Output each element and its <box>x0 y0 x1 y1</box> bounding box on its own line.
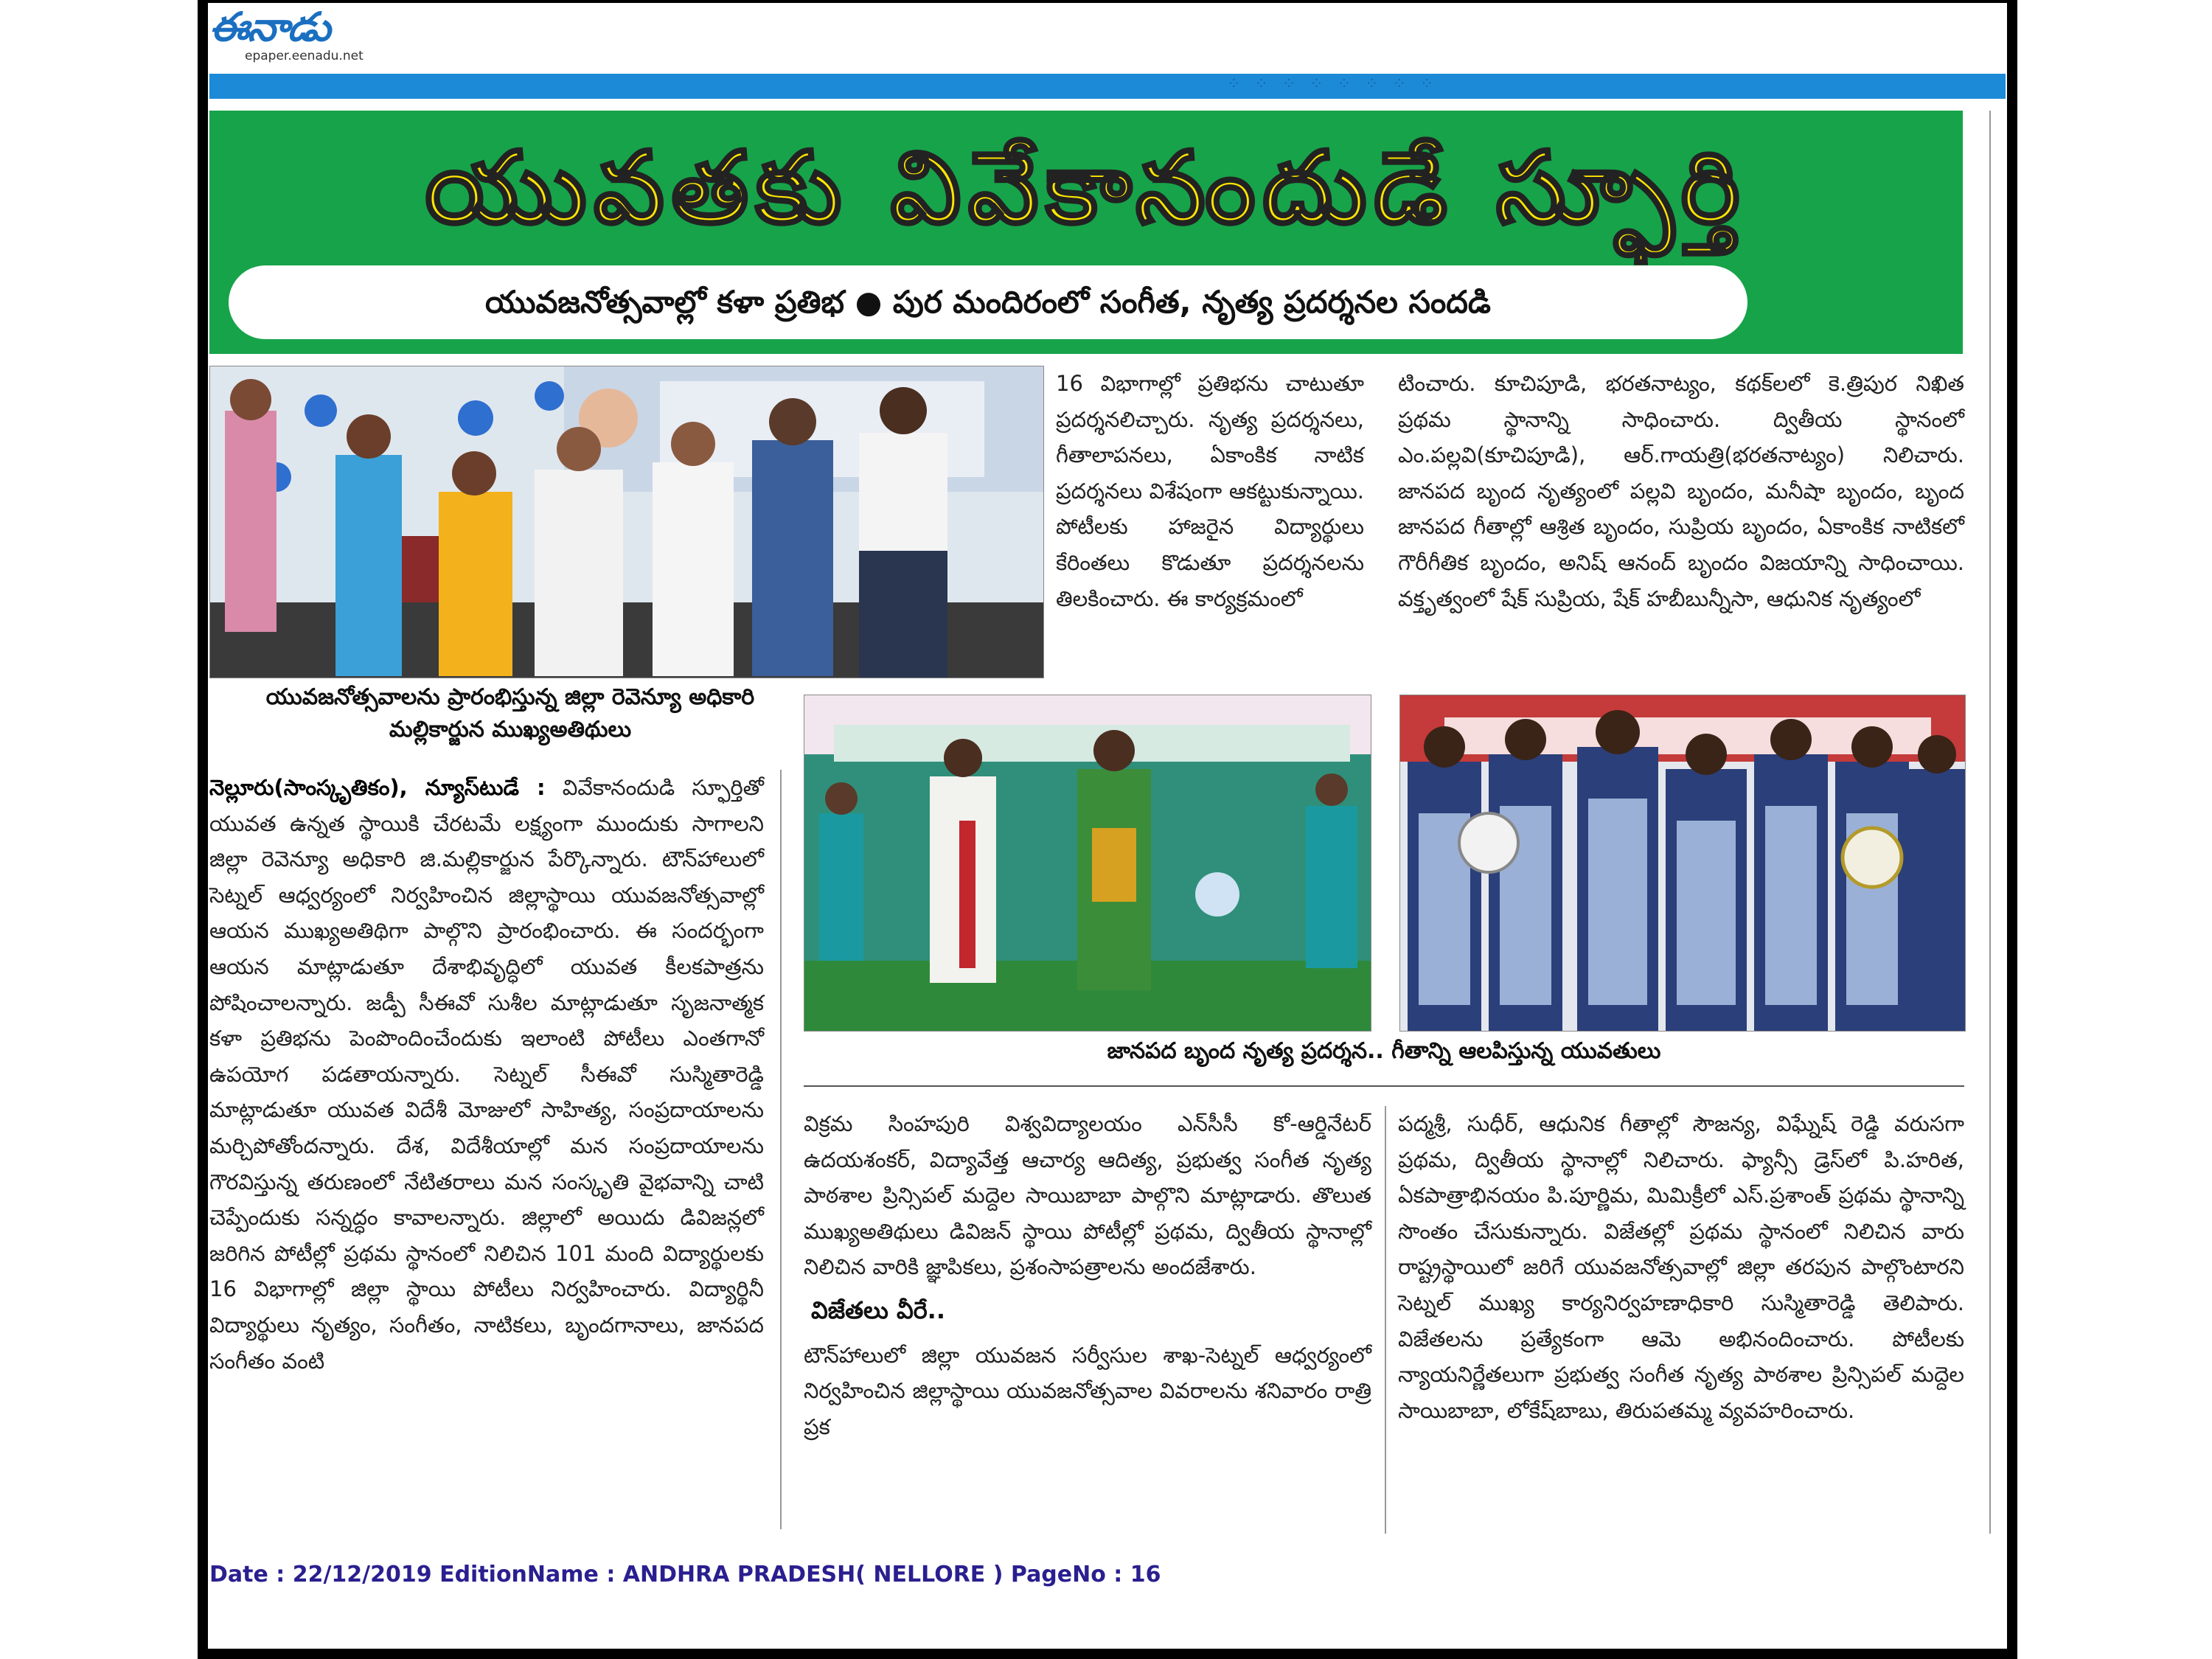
article-column-bottom-mid <box>804 1106 1371 1444</box>
frame-bottom <box>198 1649 2017 1659</box>
subheadline-pill <box>229 265 1747 339</box>
eenadu-logo: ఈనాడు <box>209 4 330 50</box>
column-divider-2 <box>1385 1106 1386 1534</box>
article-column-bottom-right <box>1398 1106 1964 1428</box>
inauguration-photo-image <box>210 366 1043 678</box>
article-column-top-mid <box>1056 366 1364 616</box>
site-url: epaper.eenadu.net <box>245 49 364 63</box>
byline: నెల్లూరు(సాంస్కృతికం), న్యూస్‌టుడే : <box>209 775 546 800</box>
caption-inauguration: యువజనోత్సవాలను ప్రారంభిస్తున్న జిల్లా రెవెన్యూ అధికారి మల్లికార్జున ముఖ్యఅతిథులు <box>265 684 755 742</box>
column-bottom-mid-body-1: విక్రమ సింహపురి విశ్వవిద్యాలయం ఎన్‌సీసీ కో-ఆర్డినేటర్ ఉదయశంకర్, విద్యావేత్త ఆచార్య ఆదిత్య, ప్రభుత్వ సంగీత నృత్య పాఠశాల ప్రిన్సిపల్ మద్దెల సాయిబాబా పాల్గొని మాట్లాడారు. తొలుత ముఖ్యఅతిథులు డివిజన్ స్థాయి పోటీల్లో ప్రథమ, ద్వితీయ స్థానాల్లో నిలిచిన వారికి జ్ఞాపికలు, ప్రశంసాపత్రాలను అందజేశారు. <box>804 1111 1371 1280</box>
column-bottom-mid-body-2: టౌన్‌హాలులో జిల్లా యువజన సర్వీసుల శాఖ-సెట్నల్ ఆధ్వర్యంలో నిర్వహించిన జిల్లాస్థాయి యువజనోత్సవాల వివరాలను శనివారం రాత్రి ప్రక <box>804 1342 1371 1439</box>
article-column-left <box>209 770 764 1379</box>
top-color-bar <box>209 74 2006 99</box>
caption-singing: గీతాన్ని ఆలపిస్తున్న యువతులు <box>1391 1038 1661 1064</box>
frame-right <box>2007 0 2017 1659</box>
caption-folk-dance: జానపద బృంద నృత్య ప్రదర్శన.. <box>1107 1038 1384 1064</box>
topbar-faded-text: ⁘ ⁘ ⁘ ⁘ ⁘ ⁘ ⁘ ⁘ <box>1227 75 1439 94</box>
photo-singing <box>1399 695 1966 1032</box>
winners-subtitle: విజేతలు వీరే.. <box>811 1295 945 1324</box>
headline: యువతకు వివేకానందుడే స్ఫూర్తి <box>425 131 1747 246</box>
column-top-right-body: టించారు. కూచిపూడి, భరతనాట్యం, కథక్‌లలో కె.త్రిపుర నిఖిత ప్రథమ స్థానాన్ని సాధించారు. ద్వితీయ స్థానంలో ఎం.పల్లవి(కూచిపూడి), ఆర్.గాయత్రి(భరతనాట్యం) నిలిచారు. జానపద బృంద నృత్యంలో పల్లవి బృందం, మనీషా బృందం, బృంద జానపద గీతాల్లో ఆశ్రిత బృందం, సుప్రియ బృందం, ఏకాంకిక నాటికలో గౌరీగీతిక బృందం, అనిష్ ఆనంద్ బృందం విజయాన్ని సాధించాయి. వక్తృత్వంలో షేక్ సుప్రియ, షేక్ హబీబున్నీసా, ఆధునిక నృత్యంలో <box>1398 371 1964 611</box>
subheadline: యువజనోత్సవాల్లో కళా ప్రతిభ ● పుర మందిరంలో సంగీత, నృత్య ప్రదర్శనల సందడి <box>485 284 1491 320</box>
folk-dance-photo-image <box>804 695 1371 1031</box>
singing-photo-image <box>1400 695 1965 1031</box>
edition-footer: Date : 22/12/2019 EditionName : ANDHRA PRADESH( NELLORE ) PageNo : 16 <box>209 1562 1161 1587</box>
column-left-body: వివేకానందుడి స్ఫూర్తితో యువత ఉన్నత స్థాయికి చేరటమే లక్ష్యంగా ముందుకు సాగాలని జిల్లా రెవెన్యూ అధికారి జి.మల్లికార్జున పేర్కొన్నారు. టౌన్‌హాలులో సెట్నల్ ఆధ్వర్యంలో నిర్వహించిన జిల్లాస్థాయి యువజనోత్సవాల్లో ఆయన ముఖ్యఅతిథిగా పాల్గొని ప్రారంభించారు. ఈ సందర్భంగా ఆయన మాట్లాడుతూ దేశాభివృద్ధిలో యువత కీలకపాత్రను పోషించాలన్నారు. జడ్పీ సీఈవో సుశీల మాట్లాడుతూ సృజనాత్మక కళా ప్రతిభను పెంపొందించేందుకు ఇలాంటి పోటీలు ఎంతగానో ఉపయోగ పడతాయన్నారు. సెట్నల్ సీఈవో సుస్మితారెడ్డి మాట్లాడుతూ యువత విదేశీ మోజులో సాహిత్య, సంప్రదాయాలను మర్చిపోతోందన్నారు. దేశ, విదేశీయాల్లో మన సంప్రదాయాలను గౌరవిస్తున్న తరుణంలో నేటితరాలు మన సంస్కృతి వైభవాన్ని చాటి చెప్పేందుకు సన్నద్ధం కావాలన్నారు. జిల్లాలో అయిదు డివిజన్లలో జరిగిన పోటీల్లో ప్రథమ స్థానంలో నిలిచిన 101 మంది విద్యార్థులకు 16 విభాగాల్లో జిల్లా స్థాయి పోటీలు నిర్వహించారు. విద్యార్థినీ విద్యార్థులు నృత్యం, సంగీతం, నాటికలు, బృందగానాలు, జానపద సంగీతం వంటి <box>209 775 764 1374</box>
caption-folk-dance-and-singing <box>804 1035 1964 1068</box>
headline-banner <box>209 111 1963 354</box>
column-divider-1 <box>780 770 782 1529</box>
epaper-page <box>208 3 2007 1649</box>
frame-left <box>198 0 208 1659</box>
page-right-rule <box>1989 111 1991 1534</box>
column-bottom-right-body: పద్మశ్రీ, సుధీర్, ఆధునిక గీతాల్లో సౌజన్య, విఘ్నేష్ రెడ్డి వరుసగా ప్రథమ, ద్వితీయ స్థానాల్లో నిలిచారు. ఫ్యాన్సీ డ్రెస్‌లో పి.హరిత, ఏకపాత్రాభినయం పి.పూర్ణిమ, మిమిక్రీలో ఎస్.ప్రశాంత్ ప్రథమ స్థానాన్ని సొంతం చేసుకున్నారు. విజేతల్లో ప్రథమ స్థానంలో నిలిచిన వారు రాష్ట్రస్థాయిలో జరిగే యువజనోత్సవాల్లో జిల్లా తరపున పాల్గొంటారని సెట్నల్ ముఖ్య కార్యనిర్వహణాధికారి సుస్మితారెడ్డి తెలిపారు. విజేతలను ప్రత్యేకంగా ఆమె అభినందించారు. పోటీలకు న్యాయనిర్ణేతలుగా ప్రభుత్వ సంగీత నృత్య పాఠశాల ప్రిన్సిపల్ మద్దెల సాయిబాబా, లోకేష్‌బాబు, తిరుపతమ్మ వ్యవహరించారు. <box>1398 1111 1964 1423</box>
photo-inauguration <box>209 366 1044 678</box>
article-column-top-right <box>1398 366 1964 616</box>
section-divider <box>804 1085 1964 1087</box>
photo-folk-dance <box>804 695 1371 1032</box>
column-top-mid-body: 16 విభాగాల్లో ప్రతిభను చాటుతూ ప్రదర్శనలిచ్చారు. నృత్య ప్రదర్శనలు, గీతాలాపనలు, ఏకాంకిక నాటిక ప్రదర్శనలు విశేషంగా ఆకట్టుకున్నాయి. పోటీలకు హాజరైన విద్యార్థులు కేరింతలు కొడుతూ ప్రదర్శనలను తిలకించారు. ఈ కార్యక్రమంలో <box>1056 371 1364 611</box>
masthead <box>209 6 401 69</box>
